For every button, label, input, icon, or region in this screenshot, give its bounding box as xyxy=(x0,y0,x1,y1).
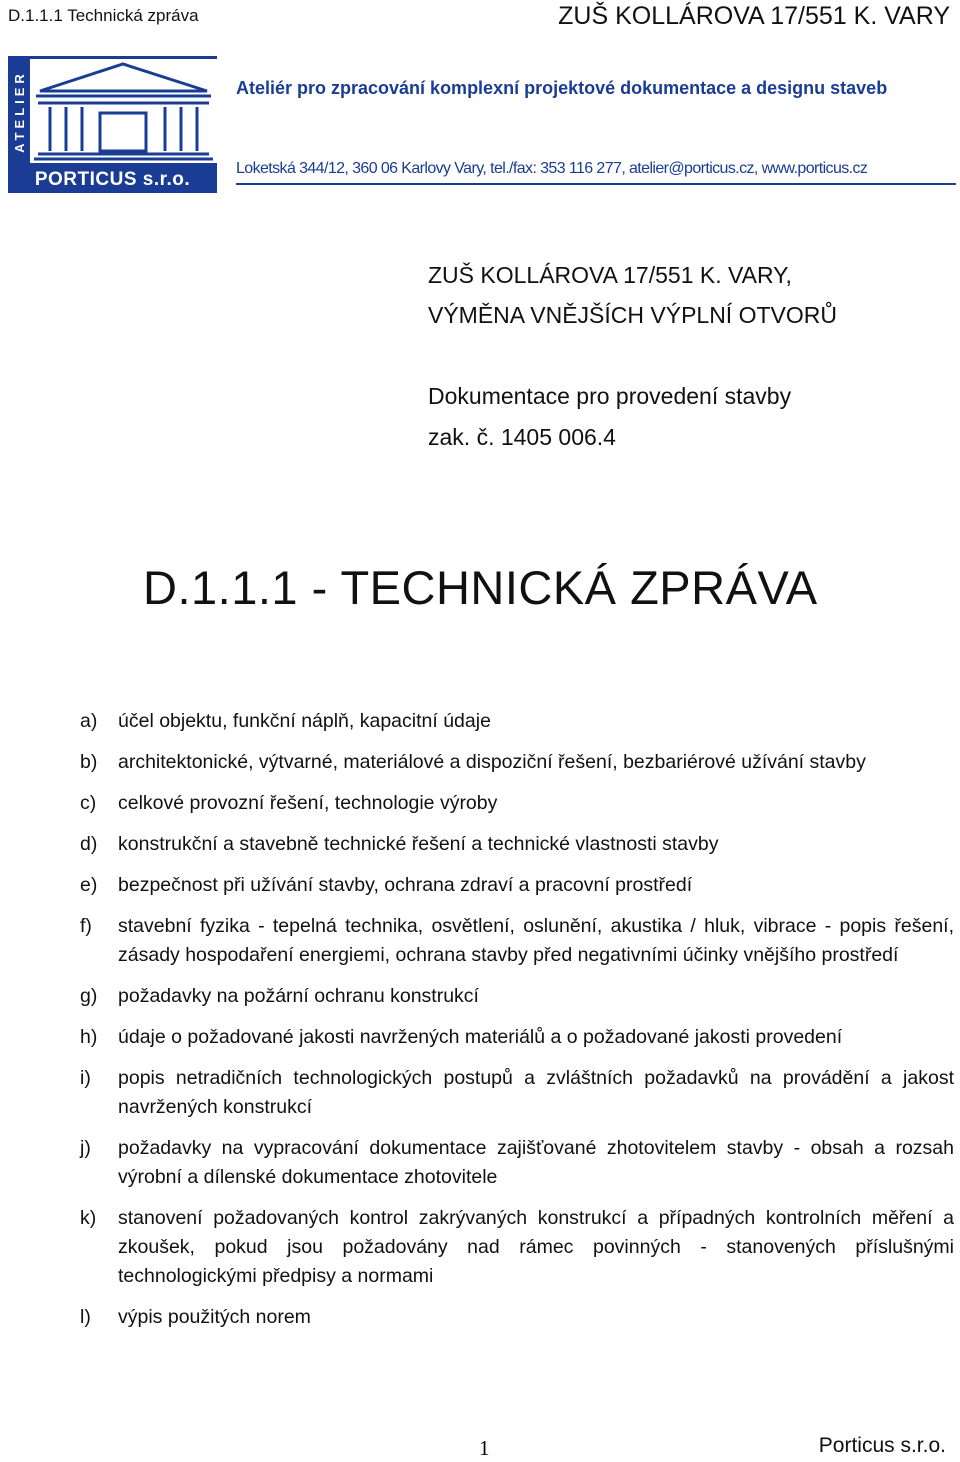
studio-tagline: Ateliér pro zpracování komplexní projektové dokumentace a designu staveb xyxy=(236,78,888,98)
logo-side-text: ATELIER xyxy=(11,69,27,153)
document-title: D.1.1.1 - TECHNICKÁ ZPRÁVA xyxy=(143,561,818,614)
list-item-text: stavební fyzika - tepelná technika, osvětlení, oslunění, akustika / hluk, vibrace - popis řešení, zásady hospodaření energiemi, ochrana stavby před negativními účinky vnějšího prostředí xyxy=(118,915,954,966)
list-item xyxy=(80,1204,954,1291)
logo-side-band xyxy=(8,56,30,166)
list-item-letter: l) xyxy=(80,1306,91,1328)
list-item xyxy=(80,1303,954,1332)
list-item-letter: g) xyxy=(80,985,98,1007)
company-logo xyxy=(8,56,217,193)
list-item-text: stanovení požadovaných kontrol zakrývaných konstrukcí a případných kontrolních měření a zkoušek, pokud jsou požadovány nad rámec povinných - stanovených příslušnými technologickými předpisy a normami xyxy=(118,1207,954,1287)
list-item xyxy=(80,748,954,777)
list-item-letter: i) xyxy=(80,1067,91,1089)
studio-contact-line: Loketská 344/12, 360 06 Karlovy Vary, tel./fax: 353 116 277, atelier@porticus.cz, www.porticus.cz xyxy=(236,160,868,177)
list-item-letter: k) xyxy=(80,1207,97,1229)
documentation-stage: Dokumentace pro provedení stavby xyxy=(428,383,792,409)
list-item-text: konstrukční a stavebně technické řešení a technické vlastnosti stavby xyxy=(118,833,719,855)
list-item-text: celkové provozní řešení, technologie výroby xyxy=(118,792,498,814)
list-item-letter: h) xyxy=(80,1026,98,1048)
list-item xyxy=(80,1134,954,1192)
logo-company-name: PORTICUS s.r.o. xyxy=(34,169,191,190)
page-number: 1 xyxy=(479,1436,490,1460)
list-item-text: popis netradičních technologických postupů a zvláštních požadavků na provádění a jakost navržených konstrukcí xyxy=(118,1067,954,1118)
list-item-text: požadavky na vypracování dokumentace zajišťované zhotovitelem stavby - obsah a rozsah výrobní a dílenské dokumentace zhotovitele xyxy=(118,1137,954,1188)
contents-list xyxy=(80,707,954,1332)
project-name: ZUŠ KOLLÁROVA 17/551 K. VARY, xyxy=(428,262,792,288)
list-item-letter: j) xyxy=(80,1137,91,1159)
list-item-letter: c) xyxy=(80,792,97,814)
list-item-text: požadavky na požární ochranu konstrukcí xyxy=(118,985,479,1007)
list-item-text: účel objektu, funkční náplň, kapacitní údaje xyxy=(118,710,491,732)
order-number: zak. č. 1405 006.4 xyxy=(428,424,616,450)
list-item xyxy=(80,1023,954,1052)
list-item-letter: f) xyxy=(80,915,92,937)
portico-drawing xyxy=(30,59,217,163)
list-item-text: údaje o požadované jakosti navržených materiálů a o požadované jakosti provedení xyxy=(118,1026,843,1048)
list-item xyxy=(80,982,954,1011)
list-item xyxy=(80,1064,954,1122)
list-item-text: výpis použitých norem xyxy=(118,1306,311,1328)
running-header-left: D.1.1.1 Technická zpráva xyxy=(8,6,199,25)
list-item-text: architektonické, výtvarné, materiálové a dispoziční řešení, bezbariérové užívání stavby xyxy=(118,751,866,773)
list-item xyxy=(80,707,954,736)
list-item-letter: a) xyxy=(80,710,98,732)
list-item xyxy=(80,789,954,818)
project-subject: VÝMĚNA VNĚJŠÍCH VÝPLNÍ OTVORŮ xyxy=(428,302,837,328)
portico-building-icon xyxy=(30,59,217,163)
header-divider xyxy=(236,183,956,185)
list-item xyxy=(80,912,954,970)
list-item xyxy=(80,830,954,859)
list-item xyxy=(80,871,954,900)
footer-company: Porticus s.r.o. xyxy=(818,1434,946,1457)
list-item-letter: d) xyxy=(80,833,98,855)
list-item-text: bezpečnost při užívání stavby, ochrana zdraví a pracovní prostředí xyxy=(118,874,693,896)
list-item-letter: b) xyxy=(80,751,98,773)
running-header-right: ZUŠ KOLLÁROVA 17/551 K. VARY xyxy=(558,2,950,30)
list-item-letter: e) xyxy=(80,874,98,896)
